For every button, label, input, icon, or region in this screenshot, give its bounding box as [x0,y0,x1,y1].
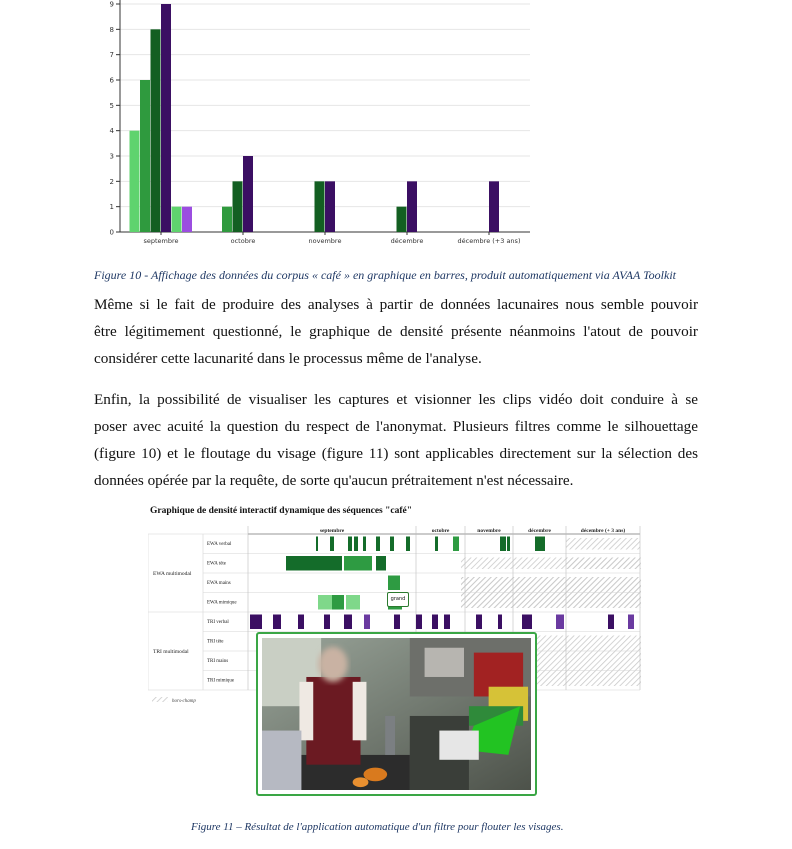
y-tick-label: 2 [109,177,114,186]
paragraph-2 [94,386,698,494]
bar [233,181,243,232]
month-header: décembre [528,528,551,534]
density-segment [354,537,358,552]
density-segment [324,615,330,630]
density-segment [476,615,482,630]
density-segment [628,615,634,630]
density-segment [364,615,370,630]
density-segment [406,537,410,552]
density-segment [608,615,614,630]
legend-swatch [152,697,168,702]
hors-champ-area [566,538,640,550]
paragraph-line: (figure 10) et le floutage du visage (figure 11) sont applicables directement sur la sélection des [94,445,698,462]
bar [151,29,161,232]
hors-champ-area [566,558,640,570]
density-segment [332,595,344,610]
video-preview[interactable] [256,632,537,796]
row-label: EWA mains [207,581,231,586]
y-tick-label: 7 [109,51,114,60]
paragraph-line: Même si le fait de produire des analyses à partir de données lacunaires nous semble pouvoir [94,296,698,313]
y-tick-label: 1 [109,203,114,212]
bar [222,207,232,232]
y-tick-label: 9 [109,0,114,9]
density-segment [556,615,564,630]
density-segment [498,615,502,630]
row-label: TRI mains [207,659,229,664]
bar [325,181,335,232]
paragraph-1 [94,291,698,372]
density-segment [344,615,352,630]
month-header: septembre [319,528,345,534]
density-segment [522,615,532,630]
row-label: EWA mimique [207,600,237,606]
row-label: EWA verbal [207,542,232,547]
bar [315,181,325,232]
x-tick-label: novembre [308,237,342,245]
row-label: TRI mimique [207,678,235,684]
density-segment [346,595,360,610]
tooltip: grand [387,592,409,607]
x-tick-label: octobre [230,237,256,245]
density-segment [394,615,400,630]
density-segment [453,537,459,552]
row-label: TRI verbal [207,620,229,625]
density-segment [330,537,334,552]
bar [397,207,407,232]
bar [161,4,171,232]
bar [130,131,140,232]
density-segment [435,537,438,552]
y-tick-label: 8 [109,25,114,34]
group-label: EWA multimodal [153,571,192,577]
bar [243,156,253,232]
density-segment [348,537,352,552]
density-segment [507,537,510,552]
month-header: décembre (+ 3 ans) [580,528,626,534]
density-segment [390,537,394,552]
bar [172,207,182,232]
figure10-caption: Figure 10 - Affichage des données du corpus « café » en graphique en barres, produit automatiquement via AVAA Toolkit [94,268,676,282]
density-segment [444,615,450,630]
density-segment [344,556,372,571]
density-segment [250,615,262,630]
bar [140,80,150,232]
bar [407,181,417,232]
paragraph-line: poser avec acuité la question du respect de l'anonymat. Plusieurs filtres comme le silhouettage [94,418,698,435]
density-segment [388,576,400,591]
bar-chart [95,0,535,250]
density-segment [432,615,438,630]
x-tick-label: décembre (+3 ans) [457,237,521,245]
y-tick-label: 4 [109,127,114,136]
density-segment [416,615,422,630]
paragraph-line: être légitimement questionné, le graphique de densité présente néanmoins l'atout de pouvoir [94,323,698,340]
legend-label: hors-champ [172,699,196,704]
density-segment [376,537,380,552]
density-segment [298,615,304,630]
figure11-caption: Figure 11 – Résultat de l'application automatique d'un filtre pour flouter les visages. [191,821,564,833]
group-label: TRI multimodal [153,649,189,655]
row-label: TRI tête [207,639,224,645]
y-tick-label: 0 [109,228,114,237]
x-tick-label: septembre [143,237,179,245]
y-tick-label: 5 [109,101,114,110]
bar [489,181,499,232]
density-segment [500,537,506,552]
density-chart-title: Graphique de densité interactif dynamique des séquences "café" [150,506,413,516]
paragraph-line: Enfin, la possibilité de visualiser les captures et visionner les clips vidéo doit conduire à se [94,391,698,408]
month-header: octobre [431,528,450,534]
density-segment [535,537,545,552]
row-label: EWA tête [207,561,227,567]
density-segment [273,615,281,630]
density-segment [363,537,366,552]
x-tick-label: décembre [390,237,424,245]
paragraph-line: considérer cette lacunarité dans le processus même de l'analyse. [94,350,482,367]
y-tick-label: 3 [109,152,114,161]
bar [182,207,192,232]
video-frame-image [262,638,531,790]
paragraph-line: données opérée par la requête, de sorte qu'aucun prétraitement n'est nécessaire. [94,472,574,489]
month-header: novembre [477,528,501,534]
density-segment [316,537,318,552]
density-segment [376,556,386,571]
y-tick-label: 6 [109,76,114,85]
density-segment [318,595,332,610]
density-segment [286,556,342,571]
